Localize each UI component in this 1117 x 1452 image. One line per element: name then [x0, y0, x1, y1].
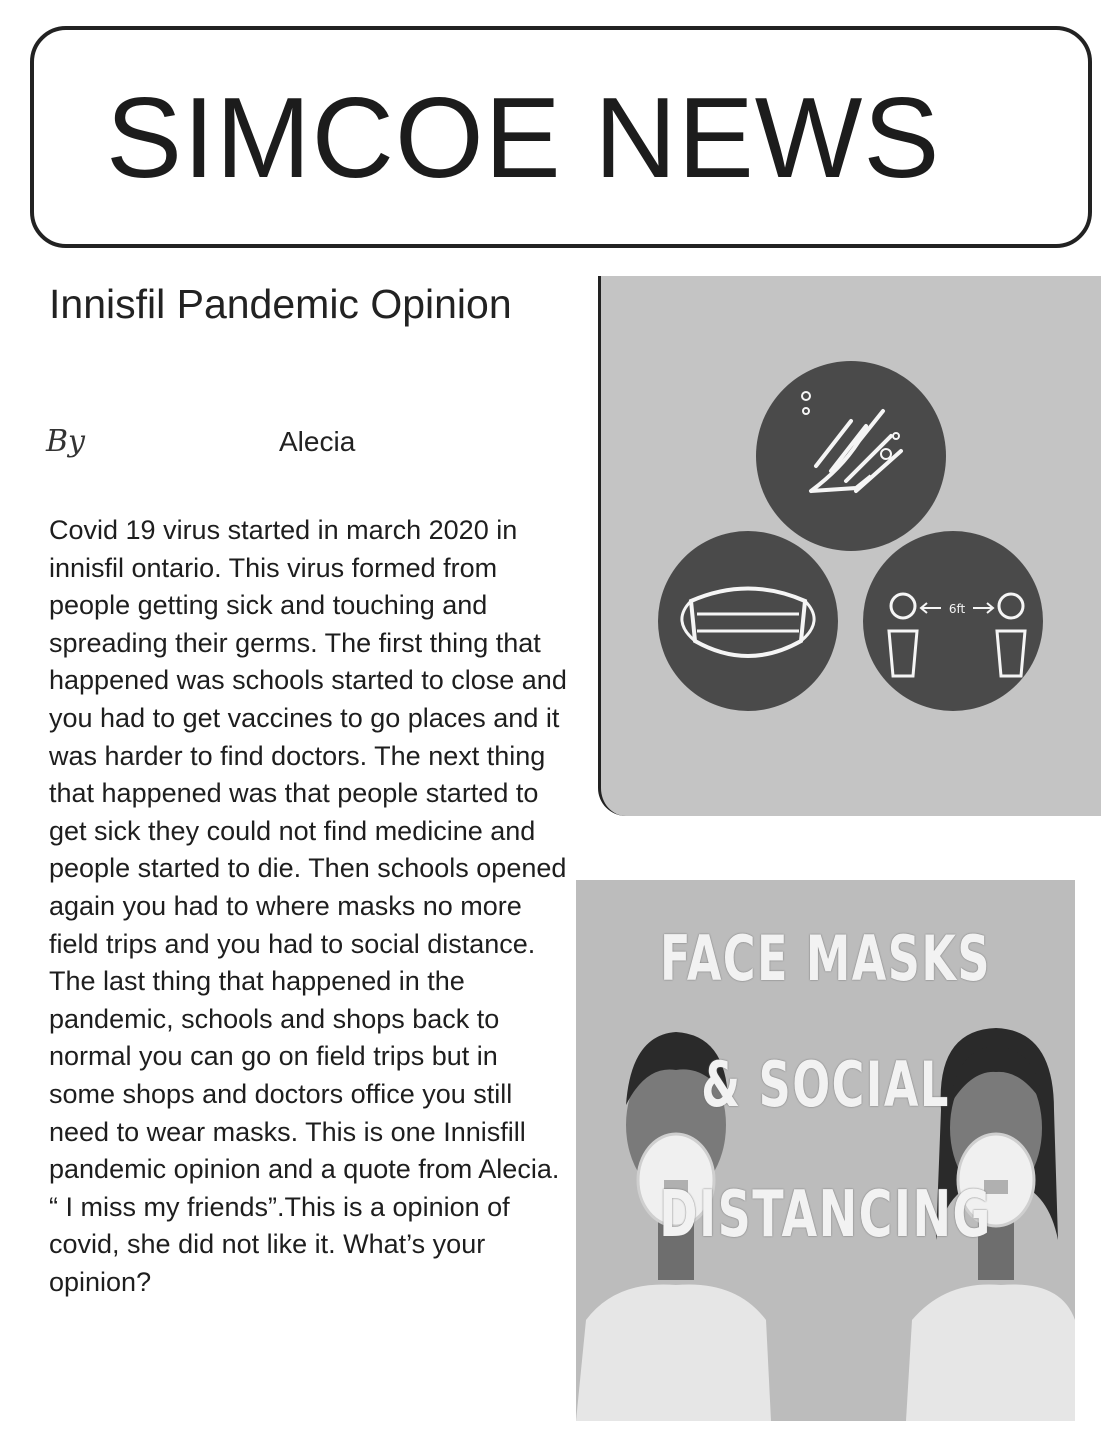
- distance-label: 6ft: [948, 602, 966, 616]
- byline-prefix: By: [46, 424, 85, 459]
- poster-line-1: FACE MASKS: [660, 922, 991, 995]
- hand-washing-icon: [756, 361, 946, 551]
- poster-line-2: & SOCIAL: [701, 1048, 950, 1121]
- social-distance-icon: [863, 531, 1043, 711]
- poster-line-3: DISTANCING: [659, 1178, 992, 1252]
- face-masks-poster: [576, 880, 1075, 1421]
- article-body: Covid 19 virus started in march 2020 in innisfil ontario. This virus formed from people getting sick and touching and spreading their germs. The first thing that happened was schools started to close and you had to get vaccines to go places and it was harder to find doctors. The next thing that happened was that people started to get sick they could not find medicine and people started to die. Then schools opened again you had to where masks no more field trips and you had to social distance. The last thing that happened in the pandemic, schools and shops back to normal you can go on field trips but in some shops and doctors office you still need to wear masks. This is one Innisfill pandemic opinion and a quote from Alecia. “ I miss my friends”.This is a opinion of covid, she did not like it. What’s your opinion?: [49, 515, 567, 1297]
- newspaper-title: SIMCOE NEWS: [106, 75, 941, 202]
- article-headline: Innisfil Pandemic Opinion: [49, 281, 512, 327]
- face-mask-icon: [658, 531, 838, 711]
- safety-icons-image: [598, 276, 1101, 816]
- masthead: [30, 26, 1092, 248]
- byline-author: Alecia: [279, 426, 356, 457]
